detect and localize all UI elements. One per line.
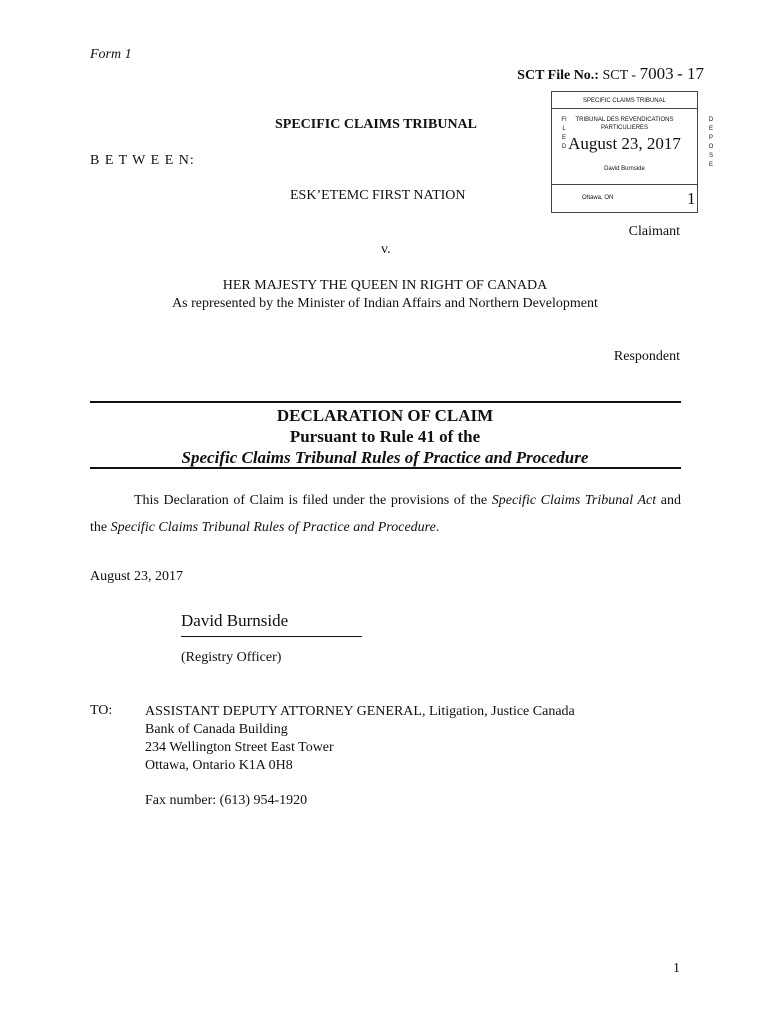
respondent-line-2: As represented by the Minister of Indian Affairs and Northern Development bbox=[172, 296, 598, 311]
declaration-title: DECLARATION OF CLAIM bbox=[276, 406, 494, 425]
address-line-4: Ottawa, Ontario K1A 0H8 bbox=[145, 758, 293, 773]
address-line-2: Bank of Canada Building bbox=[145, 722, 288, 737]
tribunal-heading: SPECIFIC CLAIMS TRIBUNAL bbox=[275, 117, 478, 132]
claimant-label: Claimant bbox=[628, 224, 680, 239]
stamp-count: 1 bbox=[687, 189, 696, 208]
body-rules-title: Specific Claims Tribunal Rules of Practice and Procedure bbox=[110, 520, 436, 535]
stamp-depose-vertical bbox=[707, 116, 715, 170]
file-number bbox=[517, 64, 704, 84]
fax-number: Fax number: (613) 954-1920 bbox=[145, 793, 308, 808]
signature-name: David Burnside bbox=[181, 611, 289, 630]
page-number: 1 bbox=[673, 961, 680, 976]
claimant-name: ESK’ETEMC FIRST NATION bbox=[290, 188, 466, 203]
body-text-3: . bbox=[435, 520, 440, 535]
stamp-date: August 23, 2017 bbox=[568, 134, 681, 153]
body-text-1: This Declaration of Claim is filed under the provisions of the bbox=[134, 493, 492, 508]
filing-date: August 23, 2017 bbox=[90, 569, 183, 584]
body-act-title: Specific Claims Tribunal Act bbox=[491, 493, 657, 508]
signature-role: (Registry Officer) bbox=[181, 650, 282, 665]
address-line-1: ASSISTANT DEPUTY ATTORNEY GENERAL, Litigation, Justice Canada bbox=[145, 704, 575, 719]
stamp-signer: David Burnside bbox=[604, 166, 645, 172]
respondent-line-1: HER MAJESTY THE QUEEN IN RIGHT OF CANADA bbox=[222, 278, 548, 293]
respondent-label: Respondent bbox=[613, 349, 680, 364]
recipient-address bbox=[145, 703, 575, 775]
respondent-name bbox=[0, 277, 770, 313]
declaration-title-block bbox=[0, 405, 770, 468]
filing-stamp bbox=[551, 91, 714, 213]
title-top-rule bbox=[90, 401, 681, 403]
declaration-rules-title: Specific Claims Tribunal Rules of Practice and Procedure bbox=[181, 448, 589, 467]
stamp-filed-text: FILED bbox=[561, 117, 567, 150]
stamp-place: Ottawa, ON bbox=[582, 195, 614, 201]
body-text-2: and the bbox=[90, 493, 681, 535]
address-line-3: 234 Wellington Street East Tower bbox=[145, 740, 334, 755]
body-paragraph bbox=[90, 487, 681, 541]
file-number-prefix: SCT - bbox=[602, 68, 637, 83]
stamp-footer bbox=[552, 184, 697, 213]
declaration-subtitle: Pursuant to Rule 41 of the bbox=[289, 427, 481, 446]
file-number-value: 7003 bbox=[639, 64, 674, 83]
versus: v. bbox=[381, 242, 391, 257]
title-bottom-rule bbox=[90, 467, 681, 469]
stamp-tribunal-english: SPECIFIC CLAIMS TRIBUNAL bbox=[583, 98, 666, 104]
form-label: Form 1 bbox=[90, 47, 132, 62]
stamp-depose-text: DEPOSE bbox=[708, 117, 714, 168]
between-label: B E T W E E N: bbox=[90, 153, 195, 168]
to-label: TO: bbox=[90, 703, 113, 718]
signature-line bbox=[181, 636, 362, 637]
file-number-label: SCT File No.: bbox=[517, 68, 599, 83]
stamp-divider bbox=[552, 108, 697, 109]
file-number-suffix: - 17 bbox=[677, 64, 704, 83]
stamp-tribunal-french: TRIBUNAL DES REVENDICATIONS PARTICULIERES bbox=[575, 117, 674, 131]
